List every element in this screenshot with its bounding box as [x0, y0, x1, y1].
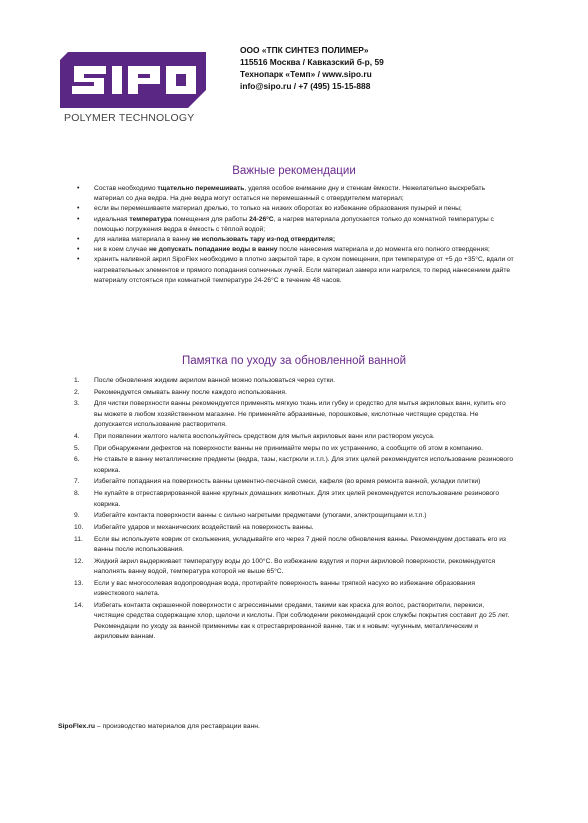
care-title: Памятка по уходу за обновленной ванной [181, 355, 407, 367]
list-item: • Состав необходимо тщательно перемешивать, уделяя особое внимание дну и стенкам ёмкости. Нежелательно выскребать материал со дна ведра. На дне ведра могут остаться не перемешанный с отвердителем материал; [74, 184, 514, 204]
footer-brand: SipoFlex.ru [58, 723, 96, 730]
list-item: 6. Не ставьте в ванну металлические предметы (ведра, тазы, кастрюли и.т.п.). Для этих целей рекомендуется использование резинового коврика. [74, 456, 514, 474]
list-item: 14. Избегать контакта окрашенной поверхности с агрессивными средами, такими как краска для волос, растворители, перекиси, чистящие средства содержащие хлор, щелочи и кислоты. При соблюдении рекомендаций срок службы покрытия составит до 25 лет. Рекомендации по уходу за ванной применимы как к отреставрированной ванне, так и к новым: чугунным, металлическим и акриловым ваннам. [74, 601, 510, 641]
list-item: • ни в коем случае не допускать попадание воды в ванну после нанесения материала и до момента его полного отвердения; [74, 245, 514, 255]
list-item: 11. Если вы используете коврик от скольжения, укладывайте его через 7 дней после обновления ванны. Рекомендуем доставать его из ванны после использования. [74, 535, 506, 554]
list-item: 2. Рекомендуется омывать ванну после каждого использования. [74, 388, 287, 396]
recommendations-title: Важные рекомендации [232, 165, 356, 177]
list-item: 4. При появлении желтого налета воспользуйтесь средством для мытья акриловых ванн или раствором уксуса. [74, 432, 435, 440]
company-site: Технопарк «Темп» / www.sipo.ru [240, 69, 372, 79]
list-item: 13. Если у вас многосолевая водопроводная вода, протирайте поверхность ванны тряпкой насухо во избежание образования известкового налета. [74, 579, 475, 598]
footer-note [58, 723, 260, 730]
footer-text: – производство материалов для реставрации ванн. [95, 723, 260, 730]
list-item: 1. После обновления жидким акрилом ванной можно пользоваться через сутки. [74, 377, 335, 384]
list-item: • если вы перемешиваете материал дрелью, то только на низких оборотах во избежание образования пузырей и пены; [74, 204, 514, 214]
company-email-phone: info@sipo.ru / +7 (495) 15-15-888 [240, 81, 371, 91]
company-address: 115516 Москва / Кавказский б-р, 59 [240, 57, 384, 67]
company-contacts [240, 44, 384, 92]
list-item: 9. Избегайте контакта поверхности ванны с сильно нагретыми предметами (утюгами, электрощипцами и.т.п.) [74, 512, 427, 520]
care-list [74, 376, 514, 644]
list-item: 8. Не купайте в отреставрированной ванне крупных домашних животных. Для этих целей рекомендуется использование резинового коврика. [74, 490, 500, 508]
list-item: 12. Жидкий акрил выдерживает температуру воды до 100°С. Во избежание вздутия и порчи акриловой поверхности, рекомендуется наполнять ванну водой, температура которой не выше 65°С. [74, 557, 496, 576]
recommendations-list [74, 184, 514, 286]
list-item: 3. Для чистки поверхности ванны рекомендуется применять мягкую ткань или губку и средство для мытья акриловых ванн, купить его вы можете в любом хозяйственном магазине. Не применяйте абразивные, порошковые, кислотные чистящие средства. Не допускается использование растворителя. [74, 400, 506, 429]
sipo-logo [60, 52, 210, 124]
company-name: ООО «ТПК СИНТЕЗ ПОЛИМЕР» [240, 45, 369, 55]
list-item: 10. Избегайте ударов и механических воздействий на поверхность ванны. [74, 523, 314, 531]
list-item: • для налива материала в ванну не использовать тару из-под отвердителя; [74, 235, 514, 245]
list-item: • идеальная температура помещения для работы 24-26°C, а нагрев материала допускается только до комнатной температуры с помощью погружения ведра в ёмкость с тёплой водой; [74, 215, 514, 235]
list-item: • хранить наливной акрил SipoFlex необходимо в плотно закрытой таре, в сухом помещении, при температуре от +5 до +35°C, вдали от нагревательных элементов и прямого попадания солнечных лучей. Если материал замерз или нагрелся, то перед нанесением дайте материалу отстояться при комнатной температуре 24-26°C в течение 48 часов. [74, 255, 514, 286]
logo-subtitle: POLYMER TECHNOLOGY [64, 112, 195, 124]
list-item: 5. При обнаружении дефектов на поверхности ванны не принимайте меры по их устранению, а сообщите об этом в компанию. [74, 444, 483, 452]
sipo-logo-mark [60, 52, 206, 108]
list-item: 7. Избегайте попадания на поверхность ванны цементно-песчаной смеси, кафеля (во время ремонта ванной, укладки плитки) [74, 478, 481, 486]
